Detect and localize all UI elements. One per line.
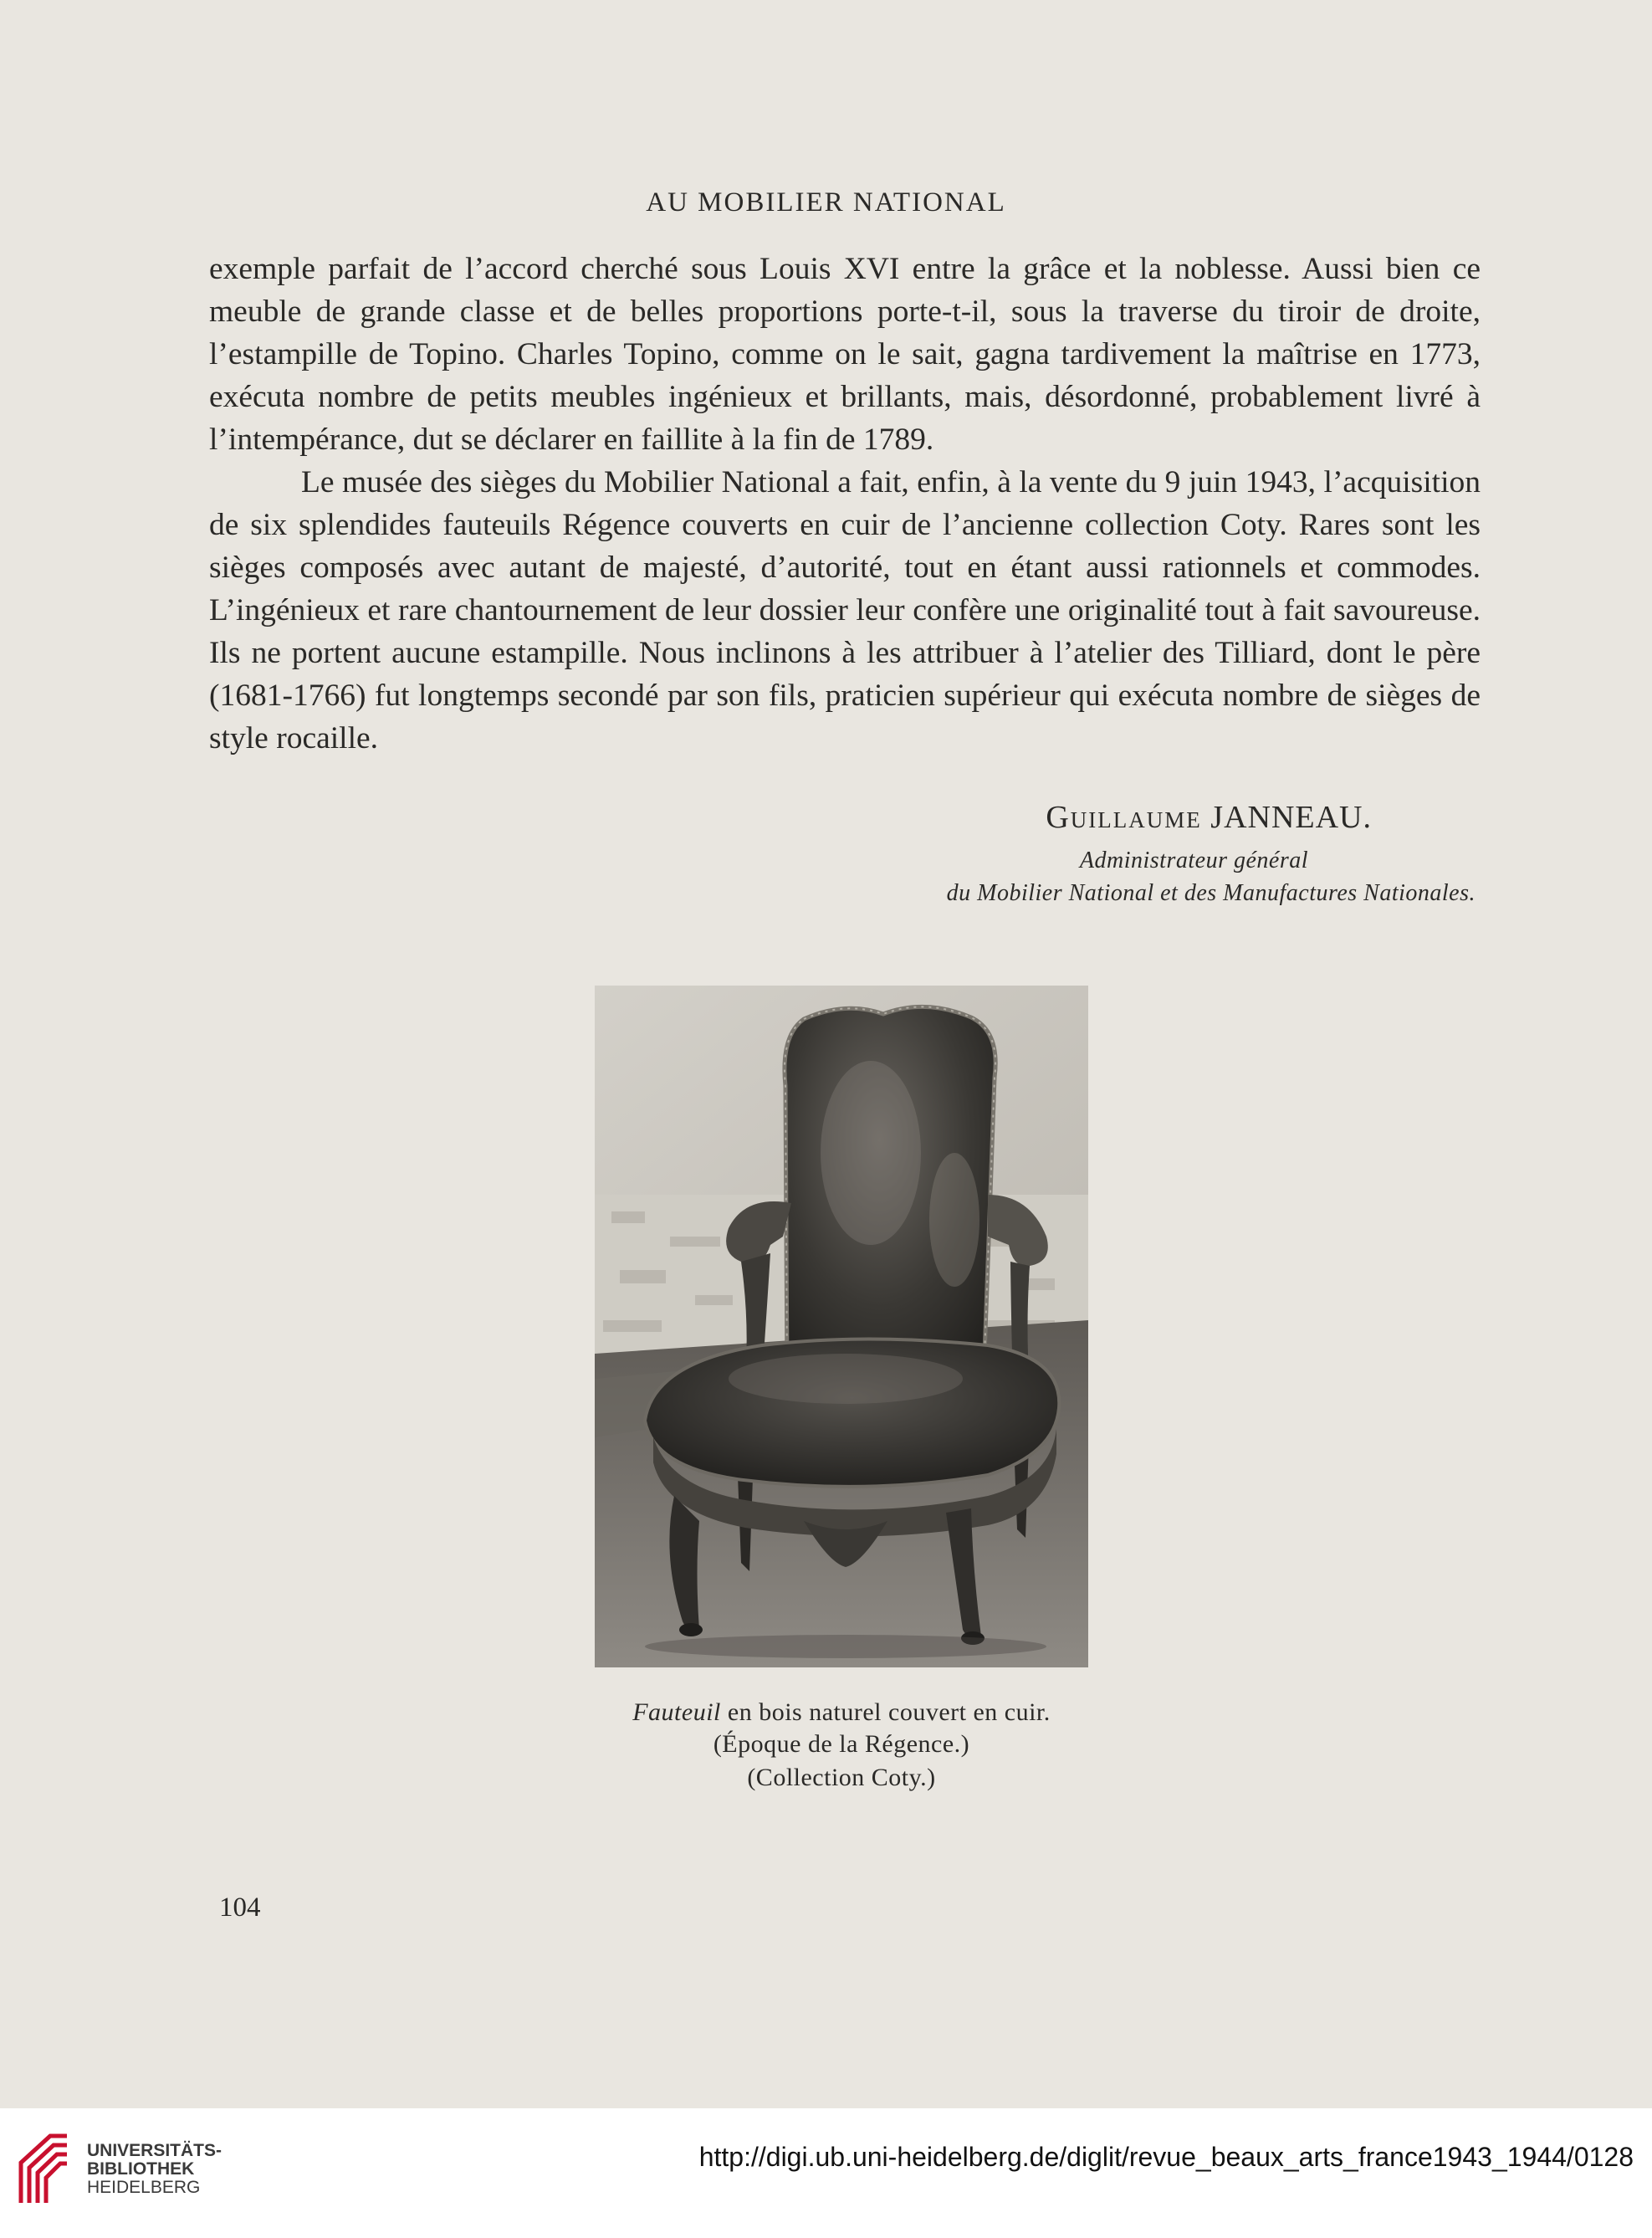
caption-italic: Fauteuil bbox=[632, 1698, 721, 1726]
paragraph: Le musée des sièges du Mobilier National a fait, enfin, à la vente du 9 juin 1943, l’acquisition de six splendides fauteuils Régence couverts en cuir de l’ancienne collection Coty. Rares sont les sièges composés avec autant de majesté, d’autorité, tout en étant aussi rationnels et commodes. L’ingénieux et rare chantournement de leur dossier leur confère une originalité tout à fait savoureuse. Ils ne portent aucune estampille. Nous inclinons à les attribuer à l’atelier des Tilliard, dont le père (1681-1766) fut longtemps secondé par son fils, praticien supérieur qui exécuta nombre de sièges de style rocaille. bbox=[209, 465, 1481, 755]
armchair-photograph bbox=[595, 986, 1088, 1667]
footer-bar bbox=[0, 2108, 1652, 2238]
library-line-1: UNIVERSITÄTS- bbox=[87, 2141, 222, 2160]
author-last-name: JANNEAU. bbox=[1210, 800, 1372, 835]
author-signature bbox=[836, 799, 1372, 836]
figure-caption-line-2: (Époque de la Régence.) bbox=[713, 1730, 970, 1758]
author-title-line-1: Administrateur général bbox=[1079, 848, 1308, 873]
source-url-link[interactable]: http://digi.ub.uni-heidelberg.de/diglit/revue_beaux_arts_france1943_1944/0128 bbox=[698, 2142, 1634, 2172]
figure-caption-line-1 bbox=[502, 1698, 1181, 1727]
library-line-3: HEIDELBERG bbox=[87, 2178, 201, 2197]
author-first-name: Guillaume bbox=[1046, 800, 1202, 835]
figure-caption-line-3: (Collection Coty.) bbox=[747, 1764, 936, 1791]
article-body bbox=[209, 248, 1481, 760]
armchair-illustration bbox=[595, 986, 1088, 1667]
library-line-2: BIBLIOTHEK bbox=[87, 2159, 195, 2179]
author-title-line-2: du Mobilier National et des Manufactures Nationales. bbox=[946, 880, 1476, 906]
library-logo-icon bbox=[17, 2129, 72, 2209]
page-number: 104 bbox=[219, 1892, 261, 1923]
caption-text: en bois naturel couvert en cuir. bbox=[720, 1698, 1051, 1726]
paragraph: exemple parfait de l’accord cherché sous Louis XVI entre la grâce et la noblesse. Aussi bien ce meuble de grande classe et de belles proportions porte-t-il, sous la traverse du tiroir de droite, l’estampille de Topino. Charles Topino, comme on le sait, gagna tardivement la maîtrise en 1773, exécuta nombre de petits meubles ingénieux et brillants, mais, désordonné, probablement livré à l’intempérance, dut se déclarer en faillite à la fin de 1789. bbox=[209, 252, 1481, 457]
running-title: AU MOBILIER NATIONAL bbox=[646, 187, 1006, 218]
library-name bbox=[87, 2142, 222, 2197]
